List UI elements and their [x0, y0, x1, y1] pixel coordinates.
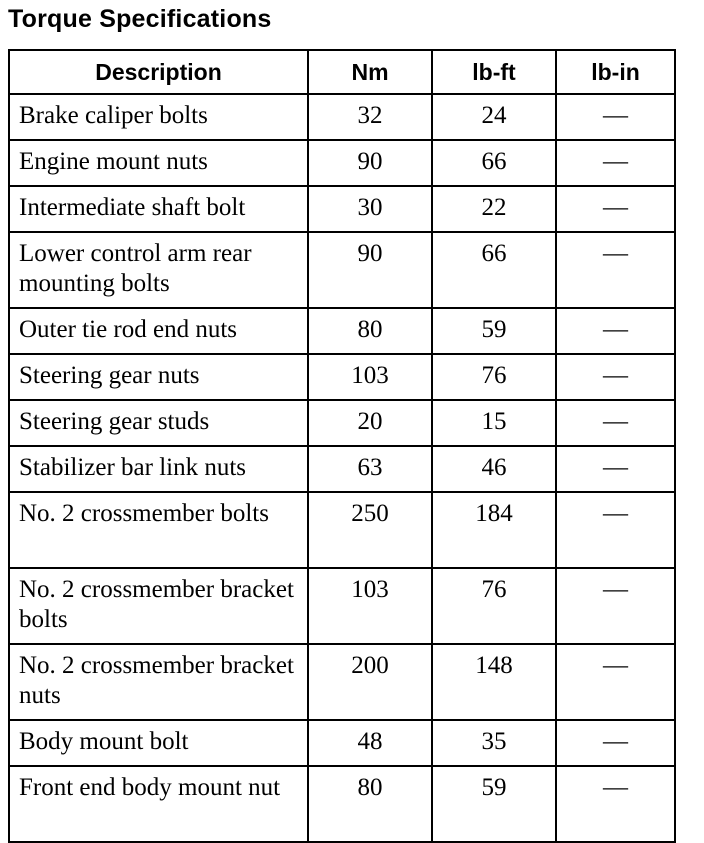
- description-cell: Stabilizer bar link nuts: [9, 446, 308, 492]
- nm-cell: 63: [308, 446, 432, 492]
- table-row: [9, 354, 675, 400]
- table-row: [9, 568, 675, 644]
- column-header-lb-in: lb-in: [556, 50, 675, 94]
- table-row: [9, 308, 675, 354]
- lb-ft-cell: 22: [432, 186, 556, 232]
- lb-in-cell: —: [556, 308, 675, 354]
- lb-in-cell: —: [556, 232, 675, 308]
- description-cell: Brake caliper bolts: [9, 94, 308, 140]
- nm-cell: 90: [308, 140, 432, 186]
- nm-cell: 250: [308, 492, 432, 568]
- nm-cell: 32: [308, 94, 432, 140]
- table-row: [9, 720, 675, 766]
- table-row: [9, 446, 675, 492]
- lb-ft-cell: 59: [432, 766, 556, 842]
- lb-in-cell: —: [556, 94, 675, 140]
- description-cell: Steering gear nuts: [9, 354, 308, 400]
- nm-cell: 30: [308, 186, 432, 232]
- nm-cell: 48: [308, 720, 432, 766]
- lb-ft-cell: 59: [432, 308, 556, 354]
- lb-ft-cell: 184: [432, 492, 556, 568]
- table-row: [9, 644, 675, 720]
- table-header-row: [9, 50, 675, 94]
- column-header-nm: Nm: [308, 50, 432, 94]
- lb-in-cell: —: [556, 186, 675, 232]
- lb-in-cell: —: [556, 140, 675, 186]
- lb-in-cell: —: [556, 766, 675, 842]
- lb-in-cell: —: [556, 568, 675, 644]
- column-header-description: Description: [9, 50, 308, 94]
- description-cell: Outer tie rod end nuts: [9, 308, 308, 354]
- lb-in-cell: —: [556, 492, 675, 568]
- lb-ft-cell: 46: [432, 446, 556, 492]
- torque-spec-table: [8, 49, 676, 843]
- lb-in-cell: —: [556, 446, 675, 492]
- nm-cell: 103: [308, 568, 432, 644]
- table-row: [9, 186, 675, 232]
- lb-ft-cell: 76: [432, 354, 556, 400]
- column-header-lb-ft: lb-ft: [432, 50, 556, 94]
- description-cell: Lower control arm rear mounting bolts: [9, 232, 308, 308]
- nm-cell: 103: [308, 354, 432, 400]
- lb-ft-cell: 148: [432, 644, 556, 720]
- table-row: [9, 94, 675, 140]
- description-cell: Body mount bolt: [9, 720, 308, 766]
- lb-in-cell: —: [556, 644, 675, 720]
- table-row: [9, 400, 675, 446]
- lb-ft-cell: 66: [432, 140, 556, 186]
- description-cell: Front end body mount nut: [9, 766, 308, 842]
- table-row: [9, 766, 675, 842]
- lb-ft-cell: 24: [432, 94, 556, 140]
- lb-in-cell: —: [556, 720, 675, 766]
- description-cell: Engine mount nuts: [9, 140, 308, 186]
- table-row: [9, 232, 675, 308]
- description-cell: Steering gear studs: [9, 400, 308, 446]
- description-cell: No. 2 crossmember bolts: [9, 492, 308, 568]
- table-row: [9, 492, 675, 568]
- lb-ft-cell: 76: [432, 568, 556, 644]
- nm-cell: 90: [308, 232, 432, 308]
- description-cell: No. 2 crossmember bracket bolts: [9, 568, 308, 644]
- lb-ft-cell: 35: [432, 720, 556, 766]
- page-title: Torque Specifications: [8, 5, 272, 33]
- table-row: [9, 140, 675, 186]
- nm-cell: 80: [308, 766, 432, 842]
- description-cell: Intermediate shaft bolt: [9, 186, 308, 232]
- description-cell: No. 2 crossmember bracket nuts: [9, 644, 308, 720]
- lb-ft-cell: 66: [432, 232, 556, 308]
- lb-in-cell: —: [556, 354, 675, 400]
- lb-in-cell: —: [556, 400, 675, 446]
- lb-ft-cell: 15: [432, 400, 556, 446]
- nm-cell: 20: [308, 400, 432, 446]
- nm-cell: 200: [308, 644, 432, 720]
- nm-cell: 80: [308, 308, 432, 354]
